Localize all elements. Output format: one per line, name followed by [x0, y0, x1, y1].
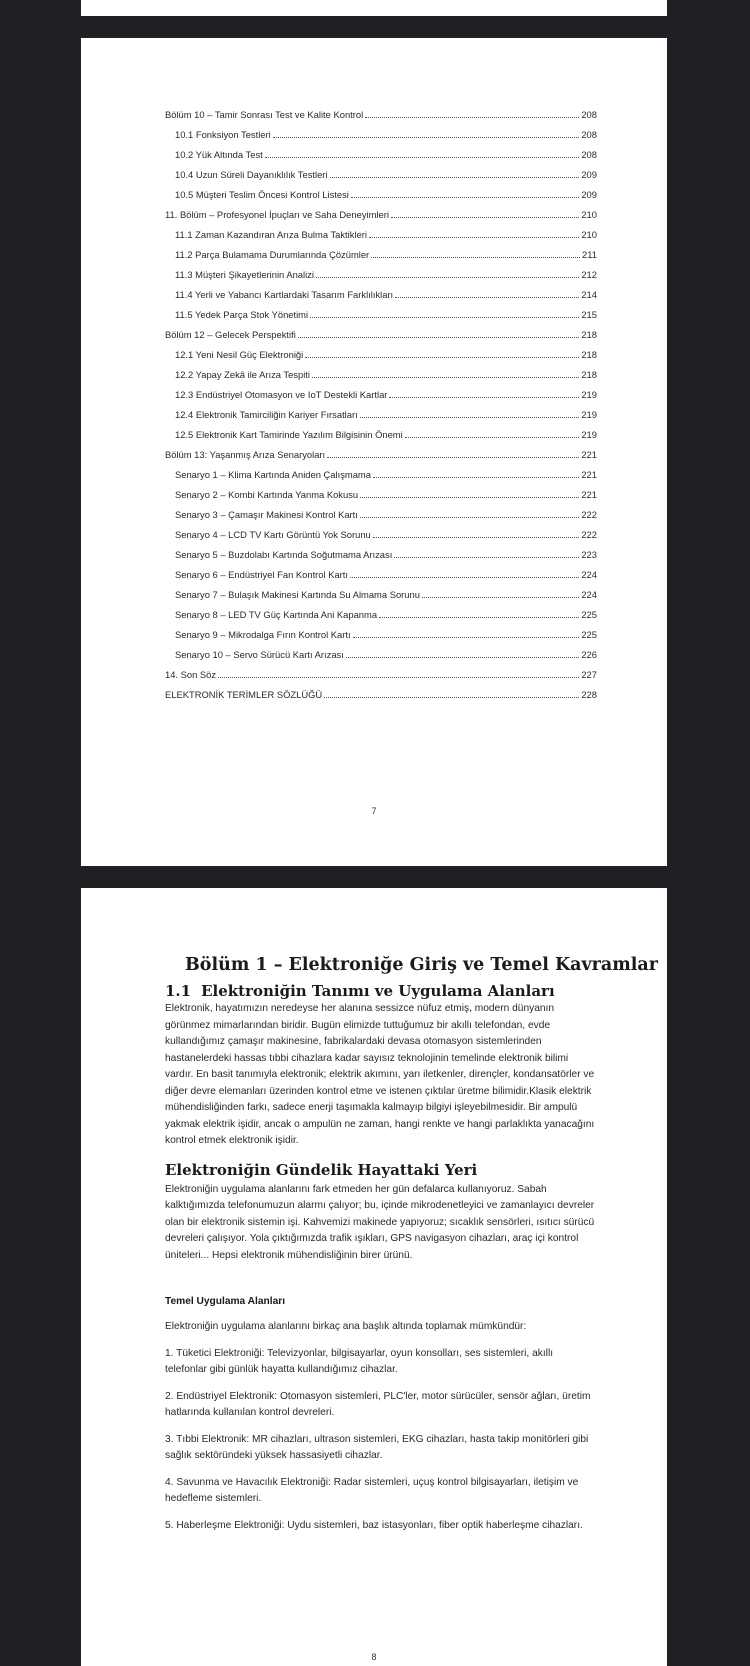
page-number: 7: [371, 806, 377, 816]
toc-entry-label: Senaryo 8 – LED TV Güç Kartında Ani Kapanma: [175, 609, 378, 620]
toc-entry[interactable]: [165, 165, 597, 185]
toc-entry-label: 11.3 Müşteri Şikayetlerinin Analizi: [175, 269, 314, 280]
toc-entry[interactable]: [165, 645, 597, 665]
list-item: 3. Tıbbi Elektronik: MR cihazları, ultrason sistemleri, EKG cihazları, hasta takip monitörleri gibi sağlık sektöründeki yüksek hassasiyetli cihazlar.: [165, 1433, 589, 1461]
toc-entry-page: 210: [581, 209, 597, 220]
toc-leader-dots: [312, 376, 579, 378]
toc-entry-label: 10.4 Uzun Süreli Dayanıklılık Testleri: [175, 169, 328, 180]
toc-entry-label: 14. Son Söz: [165, 669, 217, 680]
subheading: Elektroniğin Gündelik Hayattaki Yeri: [165, 1160, 478, 1179]
toc-entry[interactable]: [165, 505, 597, 525]
page-number: 8: [371, 1652, 377, 1662]
chapter-content: [165, 954, 658, 1534]
toc-entry[interactable]: [165, 485, 597, 505]
toc-entry-label: 11.4 Yerli ve Yabancı Kartlardaki Tasarım Farklılıkları: [175, 289, 394, 300]
toc-page: [81, 38, 667, 866]
toc-entry-page: 208: [581, 129, 597, 140]
toc-leader-dots: [330, 176, 580, 178]
toc-entry[interactable]: [165, 105, 597, 125]
toc-entry[interactable]: [165, 605, 597, 625]
toc-entry-page: 225: [581, 609, 597, 620]
toc-leader-dots: [360, 496, 579, 498]
toc-leader-dots: [389, 396, 579, 398]
toc-entry-page: 221: [581, 449, 597, 460]
toc-leader-dots: [351, 196, 579, 198]
toc-entry[interactable]: [165, 325, 597, 345]
chapter-title: Bölüm 1 – Elektroniğe Giriş ve Temel Kavramlar: [185, 955, 658, 975]
toc-entry-page: 208: [581, 149, 597, 160]
toc-leader-dots: [373, 476, 579, 478]
toc-leader-dots: [218, 676, 579, 678]
toc-entry-label: Senaryo 9 – Mikrodalga Fırın Kontrol Kartı: [175, 629, 351, 640]
toc-entry-page: 218: [581, 329, 597, 340]
list-item: 1. Tüketici Elektroniği: Televizyonlar, bilgisayarlar, oyun konsolları, ses sistemleri, akıllı telefonlar gibi günlük hayatta kullandığımız cihazlar.: [165, 1347, 554, 1375]
toc-leader-dots: [324, 696, 579, 698]
toc-entry-page: 222: [581, 509, 597, 520]
toc-entry-page: 212: [581, 269, 597, 280]
toc-entry[interactable]: [165, 465, 597, 485]
toc-entry[interactable]: [165, 365, 597, 385]
applications-list: [165, 1346, 597, 1535]
toc-leader-dots: [395, 296, 579, 298]
toc-entry-label: 11.1 Zaman Kazandıran Arıza Bulma Taktikleri: [175, 229, 367, 240]
toc-entry-page: 219: [581, 429, 597, 440]
list-item: 2. Endüstriyel Elektronik: Otomasyon sistemleri, PLC'ler, motor sürücüler, sensör ağları, üretim hatlarında kullanılan kontrol devreleri.: [165, 1390, 591, 1418]
toc-leader-dots: [298, 336, 580, 338]
toc-entry-page: 221: [581, 469, 597, 480]
toc-entry[interactable]: [165, 405, 597, 425]
toc-entry-label: 10.2 Yük Altında Test: [175, 149, 263, 160]
toc-entry-page: 226: [581, 649, 597, 660]
section-title: Elektroniğin Tanımı ve Uygulama Alanları: [201, 982, 555, 1000]
toc-entry-label: 11.2 Parça Bulamama Durumlarında Çözümler: [175, 249, 370, 260]
previous-page-bottom: [81, 0, 667, 16]
toc-entry-label: Bölüm 10 – Tamir Sonrası Test ve Kalite Kontrol: [165, 109, 364, 120]
toc-leader-dots: [405, 436, 580, 438]
toc-entry-page: 215: [581, 309, 597, 320]
toc-entry[interactable]: [165, 665, 597, 685]
toc-entry-label: 10.1 Fonksiyon Testleri: [175, 129, 271, 140]
toc-entry-page: 219: [581, 389, 597, 400]
table-of-contents: [165, 105, 597, 705]
toc-entry-label: 12.4 Elektronik Tamirciliğin Kariyer Fırsatları: [175, 409, 358, 420]
toc-leader-dots: [305, 356, 579, 358]
toc-leader-dots: [369, 236, 579, 238]
toc-entry-label: Senaryo 5 – Buzdolabı Kartında Soğutmama Arızası: [175, 549, 393, 560]
section-heading: [165, 981, 597, 1001]
toc-leader-dots: [360, 416, 580, 418]
toc-entry[interactable]: [165, 345, 597, 365]
toc-entry-label: Senaryo 4 – LCD TV Kartı Görüntü Yok Sorunu: [175, 529, 371, 540]
toc-entry-label: Senaryo 1 – Klima Kartında Aniden Çalışmama: [175, 469, 371, 480]
chapter-page: [81, 888, 667, 1666]
toc-leader-dots: [310, 316, 579, 318]
toc-leader-dots: [327, 456, 579, 458]
toc-entry[interactable]: [165, 285, 597, 305]
toc-leader-dots: [394, 556, 579, 558]
toc-leader-dots: [391, 216, 579, 218]
toc-entry-label: Senaryo 6 – Endüstriyel Fan Kontrol Kartı: [175, 569, 349, 580]
toc-entry-label: 11.5 Yedek Parça Stok Yönetimi: [175, 309, 309, 320]
toc-entry[interactable]: [165, 545, 597, 565]
toc-entry[interactable]: [165, 585, 597, 605]
toc-entry-label: Senaryo 3 – Çamaşır Makinesi Kontrol Kartı: [175, 509, 358, 520]
toc-entry[interactable]: [165, 245, 597, 265]
toc-entry-page: 209: [581, 189, 597, 200]
toc-entry-label: Senaryo 2 – Kombi Kartında Yanma Kokusu: [175, 489, 359, 500]
toc-entry-page: 218: [581, 349, 597, 360]
toc-entry-label: 12.1 Yeni Nesil Güç Elektroniği: [175, 349, 304, 360]
toc-entry-page: 223: [581, 549, 597, 560]
toc-leader-dots: [265, 156, 580, 158]
toc-entry[interactable]: [165, 305, 597, 325]
list-item: 4. Savunma ve Havacılık Elektroniği: Radar sistemleri, uçuş kontrol bilgisayarları, iletişim ve hedefleme sistemleri.: [165, 1476, 579, 1504]
toc-leader-dots: [371, 256, 580, 258]
toc-entry-label: 12.2 Yapay Zekâ ile Arıza Tespiti: [175, 369, 310, 380]
daily-life-paragraph: Elektroniğin uygulama alanlarını fark etmeden her gün defalarca kullanıyoruz. Sabah kalktığımızda telefonumuzun alarmı çalıyor; bu, içinde mikrodenetleyici ve zamanlayıcı devreler olan bir elektronik sistemin işi. Kahvemizi makinede yapıyoruz; sıcaklık sensörleri, ısıtıcı sürücü devreleri çalışıyor. Yola çıktığımızda trafik ışıkları, GPS navigasyon cihazları, araç içi kontrol üniteleri... Hepsi elektronik mühendisliğinin birer ürünü.: [165, 1183, 595, 1261]
toc-entry-label: Bölüm 13: Yaşanmış Arıza Senaryoları: [165, 449, 326, 460]
toc-leader-dots: [346, 656, 580, 658]
toc-entry-label: Senaryo 7 – Bulaşık Makinesi Kartında Su Almama Sorunu: [175, 589, 420, 600]
applications-intro: Elektroniğin uygulama alanlarını birkaç ana başlık altında toplamak mümkündür:: [165, 1321, 527, 1332]
toc-entry-label: Senaryo 10 – Servo Sürücü Kartı Arızası: [175, 649, 344, 660]
toc-leader-dots: [422, 596, 579, 598]
list-item: 5. Haberleşme Elektroniği: Uydu sistemleri, baz istasyonları, fiber optik haberleşme cihazları.: [165, 1519, 583, 1531]
toc-entry[interactable]: [165, 385, 597, 405]
toc-entry[interactable]: [165, 205, 597, 225]
toc-entry-page: 225: [581, 629, 597, 640]
toc-entry[interactable]: [165, 125, 597, 145]
toc-leader-dots: [379, 616, 579, 618]
toc-entry-label: 12.3 Endüstriyel Otomasyon ve IoT Destekli Kartlar: [175, 389, 388, 400]
toc-entry[interactable]: [165, 625, 597, 645]
toc-entry-label: 12.5 Elektronik Kart Tamirinde Yazılım Bilgisinin Önemi: [175, 429, 403, 440]
toc-leader-dots: [360, 516, 579, 518]
toc-entry-page: 210: [581, 229, 597, 240]
toc-entry-page: 214: [581, 289, 597, 300]
toc-entry-page: 209: [581, 169, 597, 180]
applications-heading: Temel Uygulama Alanları: [165, 1296, 286, 1307]
toc-leader-dots: [350, 576, 579, 578]
toc-leader-dots: [365, 116, 579, 118]
toc-entry[interactable]: [165, 225, 597, 245]
toc-entry[interactable]: [165, 525, 597, 545]
toc-entry[interactable]: [165, 425, 597, 445]
toc-leader-dots: [273, 136, 580, 138]
toc-entry[interactable]: [165, 145, 597, 165]
toc-entry-page: 219: [581, 409, 597, 420]
section-number: 1.1: [165, 982, 192, 1000]
toc-leader-dots: [316, 276, 579, 278]
toc-entry-page: 224: [581, 569, 597, 580]
toc-entry-page: 218: [581, 369, 597, 380]
toc-entry-page: 222: [581, 529, 597, 540]
toc-entry[interactable]: [165, 185, 597, 205]
toc-entry[interactable]: [165, 445, 597, 465]
toc-entry-page: 221: [581, 489, 597, 500]
toc-entry-label: 10.5 Müşteri Teslim Öncesi Kontrol Listesi: [175, 189, 349, 200]
toc-entry[interactable]: [165, 565, 597, 585]
intro-paragraph: Elektronik, hayatımızın neredeyse her alanına sessizce nüfuz etmiş, modern dünyanın görünmez mimarlarından biridir. Bugün elimizde tuttuğumuz bir akıllı telefondan, evde kullandığımız çamaşır makinesine, fabrikalardaki devasa otomasyon sistemlerinden hastanelerdeki hassas tıbbi cihazlara kadar sayısız teknolojinin temelinde elektronik bilimi vardır. En basit tanımıyla elektronik; elektrik akımını, yarı iletkenler, dirençler, kondansatörler ve diğer devre elemanları üzerinden kontrol etme ve istenen çıktılar üretme bilimidir.Klasik elektrik mühendisliğinden farkı, sadece enerji taşımakla kalmayıp bilgiyi işleyebilmesidir. Bir ampulü yakmak elektrik işidir, ancak o ampulün ne zaman, hangi renkte ve hangi parlaklıkta yanacağını kontrol etmek elektronik işidir.: [165, 1003, 595, 1146]
toc-entry-page: 224: [581, 589, 597, 600]
toc-entry-page: 228: [581, 689, 597, 700]
toc-entry-label: ELEKTRONİK TERİMLER SÖZLÜĞÜ: [165, 689, 323, 700]
toc-entry-page: 208: [581, 109, 597, 120]
toc-leader-dots: [373, 536, 580, 538]
toc-entry-label: 11. Bölüm – Profesyonel İpuçları ve Saha Deneyimleri: [165, 209, 389, 220]
toc-entry[interactable]: [165, 265, 597, 285]
toc-entry-page: 227: [581, 669, 597, 680]
toc-leader-dots: [353, 636, 580, 638]
toc-entry-label: Bölüm 12 – Gelecek Perspektifi: [165, 329, 296, 340]
toc-entry[interactable]: [165, 685, 597, 705]
toc-entry-page: 211: [582, 249, 597, 260]
